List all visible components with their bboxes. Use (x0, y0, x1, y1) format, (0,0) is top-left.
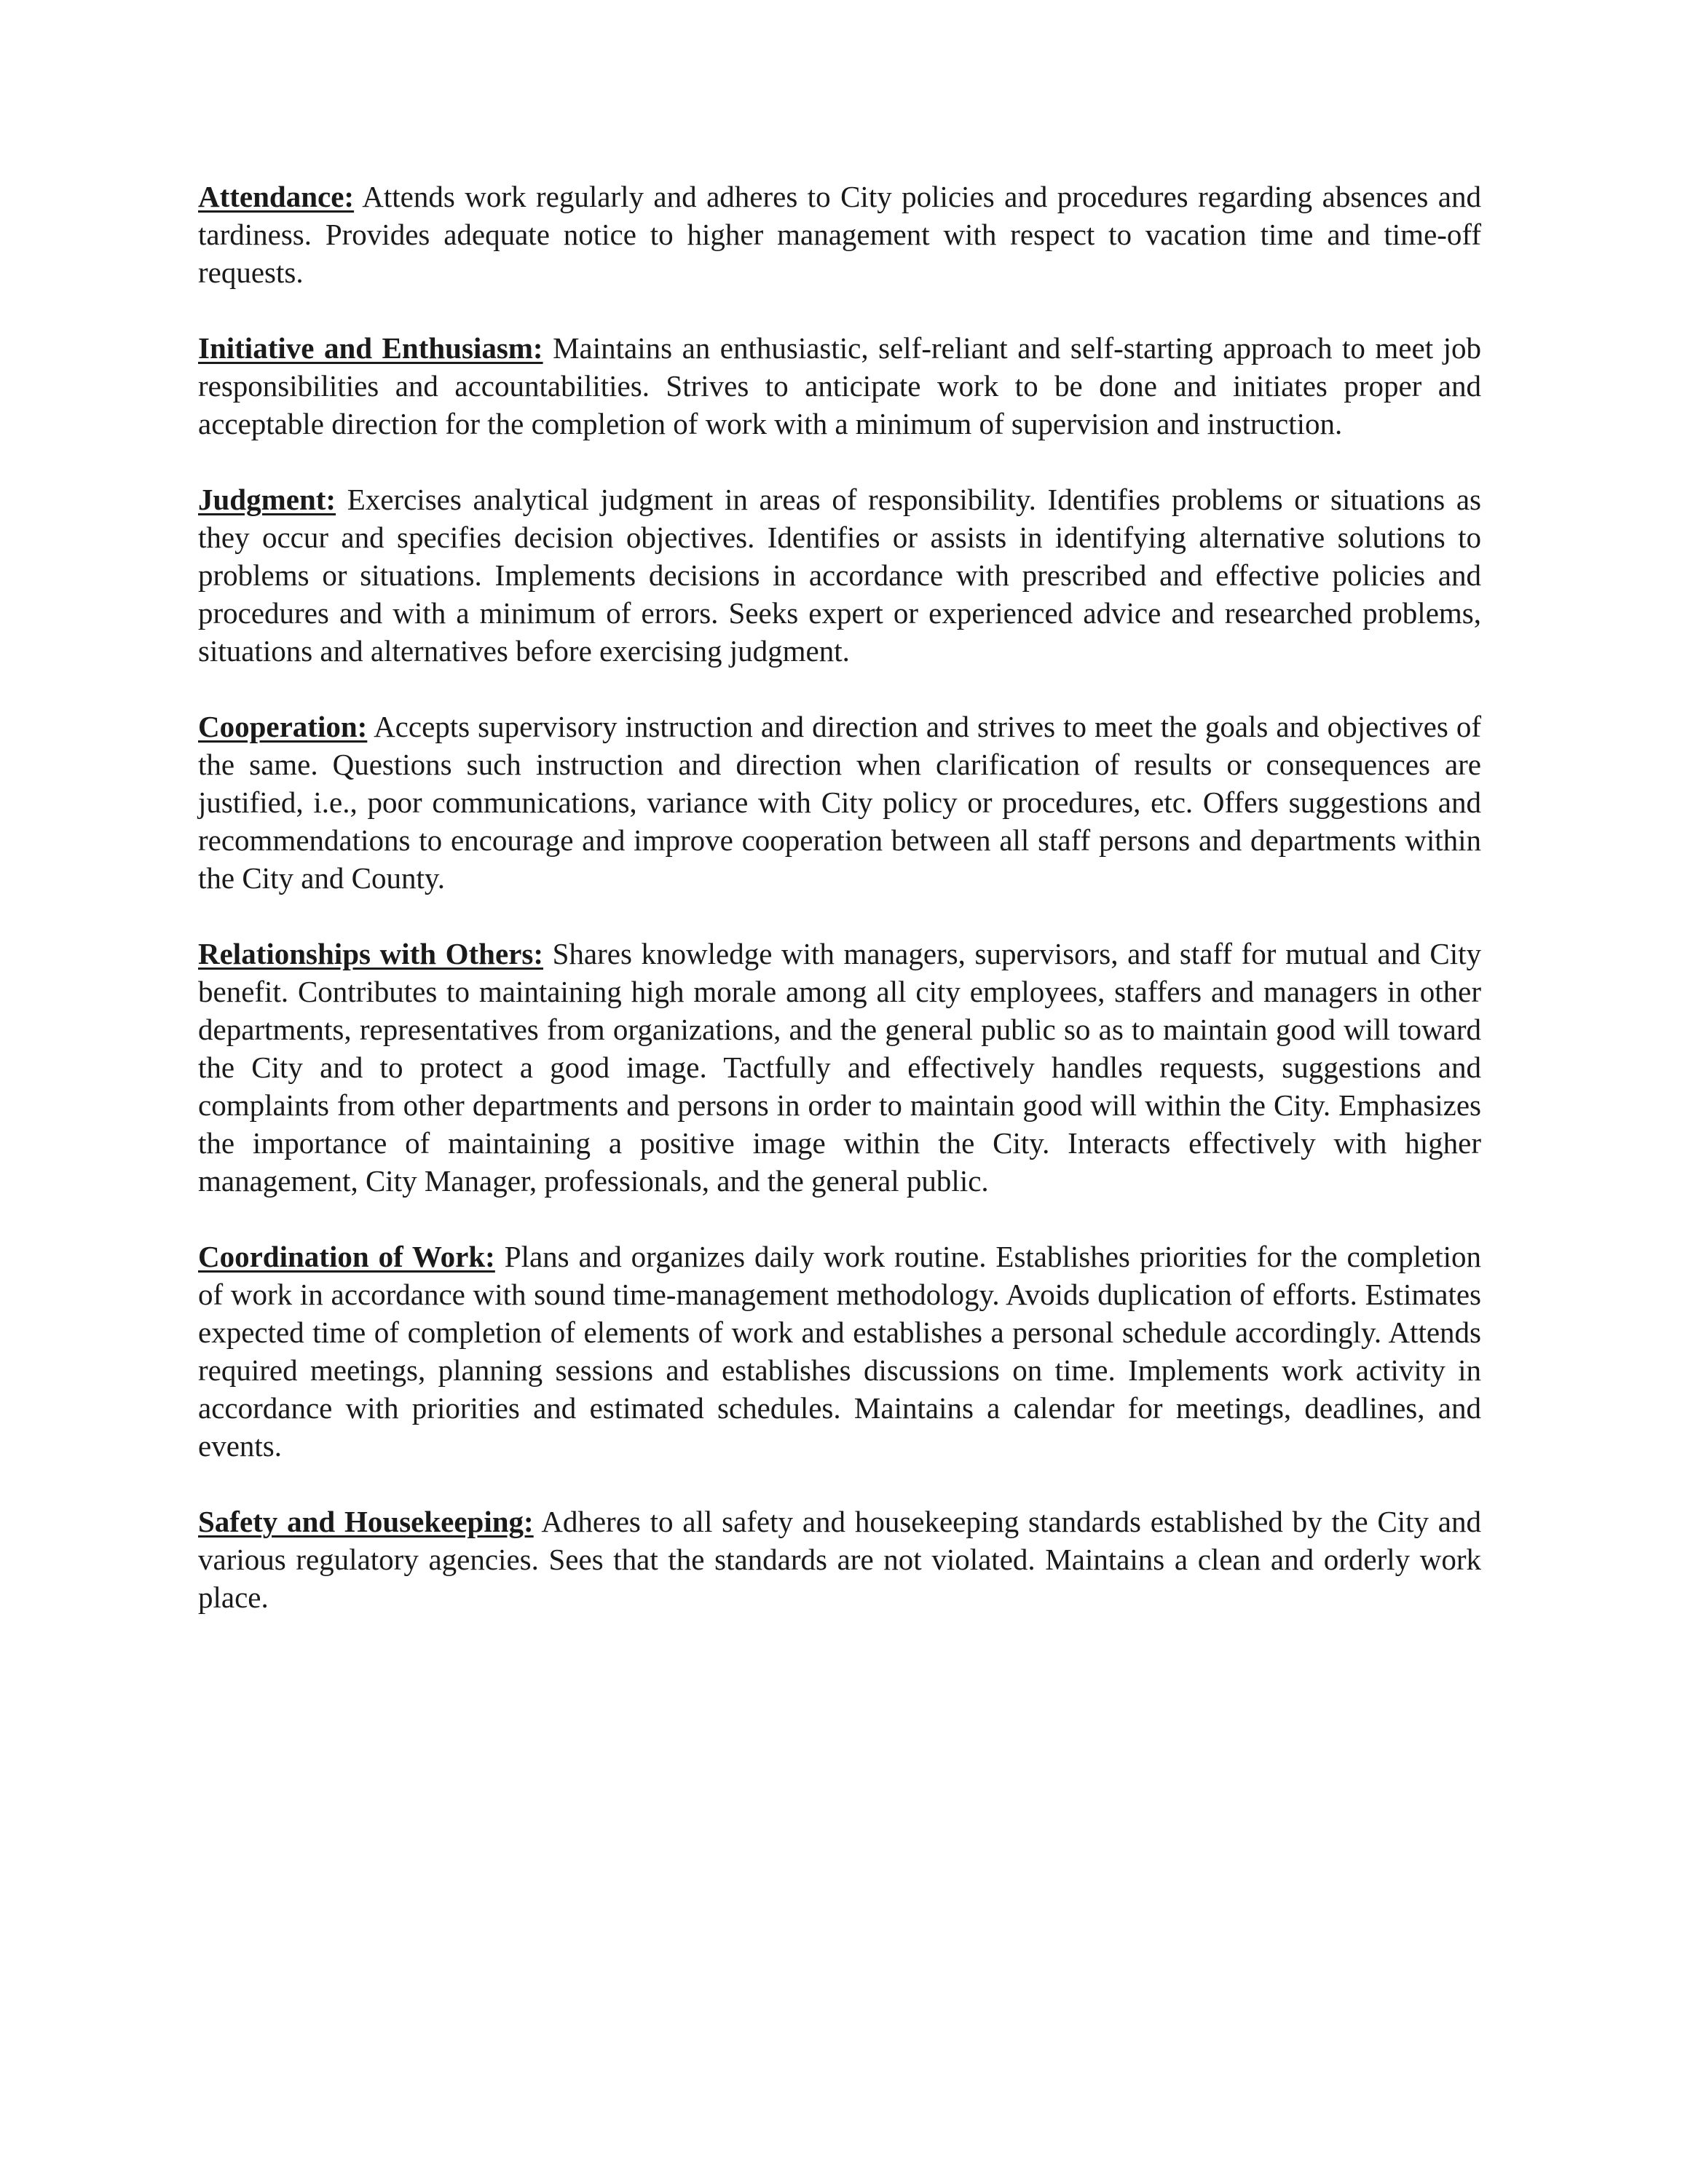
section-text: Exercises analytical judgment in areas of responsibility. Identifies problems or situations as they occur and specifies decision objectives. Identifies or assists in identifying alternative solutions to problems or situations. Implements decisions in accordance with prescribed and effective policies and procedures and with a minimum of errors. Seeks expert or experienced advice and researched problems, situations and alternatives before exercising judgment. (198, 483, 1481, 668)
section-heading: Cooperation: (198, 710, 368, 743)
section-coordination-of-work (198, 1238, 1481, 1465)
section-judgment (198, 480, 1481, 670)
section-cooperation (198, 708, 1481, 897)
section-attendance (198, 178, 1481, 291)
section-text: Adheres to all safety and housekeeping standards established by the City and various regulatory agencies. Sees that the standards are not violated. Maintains a clean and orderly work place. (198, 1505, 1481, 1614)
document-page (198, 178, 1481, 1654)
section-text: Plans and organizes daily work routine. Establishes priorities for the completion of work in accordance with sound time-management methodology. Avoids duplication of efforts. Estimates expected time of completion of elements of work and establishes a personal schedule accordingly. Attends required meetings, planning sessions and establishes discussions on time. Implements work activity in accordance with priorities and estimated schedules. Maintains a calendar for meetings, deadlines, and events. (198, 1240, 1481, 1463)
section-relationships-with-others (198, 935, 1481, 1200)
section-heading: Judgment: (198, 483, 336, 516)
section-heading: Attendance: (198, 180, 355, 213)
section-text: Shares knowledge with managers, supervisors, and staff for mutual and City benefit. Contributes to maintaining high morale among all city employees, staffers and managers in other departments, representatives from organizations, and the general public so as to maintain good will toward the City and to protect a good image. Tactfully and effectively handles requests, suggestions and complaints from other departments and persons in order to maintain good will within the City. Emphasizes the importance of maintaining a positive image within the City. Interacts effectively with higher management, City Manager, professionals, and the general public. (198, 937, 1482, 1198)
section-text: Accepts supervisory instruction and direction and strives to meet the goals and objectives of the same. Questions such instruction and direction when clarification of results or consequences are justified, i.e., poor communications, variance with City policy or procedures, etc. Offers suggestions and recommendations to encourage and improve cooperation between all staff persons and departments within the City and County. (198, 710, 1481, 895)
section-text: Attends work regularly and adheres to City policies and procedures regarding absences and tardiness. Provides adequate notice to higher management with respect to vacation time and time-off requests. (198, 180, 1481, 289)
section-heading: Initiative and Enthusiasm: (198, 331, 543, 365)
section-text: Maintains an enthusiastic, self-reliant and self-starting approach to meet job responsibilities and accountabilities. Strives to anticipate work to be done and initiates proper and acceptable direction for the completion of work with a minimum of supervision and instruction. (198, 331, 1481, 440)
section-heading: Safety and Housekeeping: (198, 1505, 534, 1538)
section-heading: Coordination of Work: (198, 1240, 495, 1273)
section-safety-and-housekeeping (198, 1503, 1481, 1616)
section-heading: Relationships with Others: (198, 937, 543, 970)
section-initiative-and-enthusiasm (198, 329, 1481, 443)
